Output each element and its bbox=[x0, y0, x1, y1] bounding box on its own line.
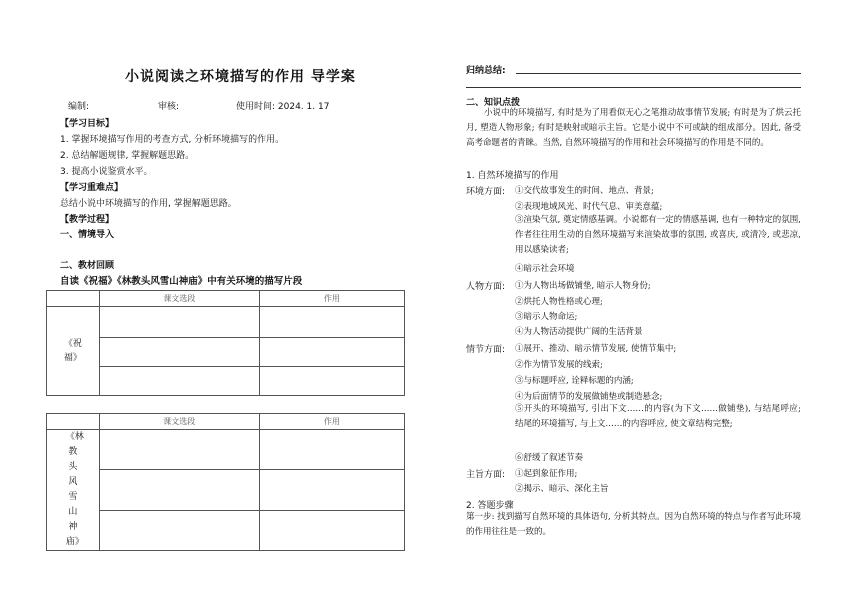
date-label: 使用时间: 2024. 1. 17 bbox=[236, 102, 330, 112]
function-cell[interactable] bbox=[259, 430, 404, 470]
goal-item: 3. 提高小说鉴赏水平。 bbox=[60, 167, 153, 177]
env-item: ①交代故事发生的时间、地点、背景; bbox=[515, 186, 654, 196]
excerpt-cell[interactable] bbox=[99, 430, 259, 470]
char-item: ②烘托人物性格或心理; bbox=[515, 297, 603, 307]
char-item: ①为人物出场做铺垫, 暗示人物身份; bbox=[515, 281, 651, 291]
function-cell[interactable] bbox=[259, 510, 404, 550]
table-header-excerpt: 课文选段 bbox=[99, 414, 259, 430]
reading-task: 自读《祝福》《林教头风雪山神庙》中有关环境的描写片段 bbox=[60, 276, 303, 287]
goals-heading: 【学习目标】 bbox=[60, 119, 115, 129]
plot-label: 情节方面: bbox=[466, 345, 506, 355]
summary-line[interactable] bbox=[516, 73, 801, 74]
section-review-heading: 二、教材回顾 bbox=[60, 261, 115, 271]
env-label: 环境方面: bbox=[466, 187, 506, 197]
char-label: 人物方面: bbox=[466, 282, 506, 292]
env-item: ④暗示社会环境 bbox=[515, 264, 575, 274]
reviewer-label: 审核: bbox=[158, 102, 180, 112]
focus-heading: 【学习重难点】 bbox=[60, 183, 124, 193]
char-item: ④为人物活动提供广阔的生活背景 bbox=[515, 327, 643, 337]
table-zhufu bbox=[46, 290, 405, 396]
env-item: ③渲染气氛, 奠定情感基调。小说都有一定的情感基调, 也有一种特定的氛围, 作者往往用生动的自然环境描写来渲染故事的氛围, 或喜庆, 或清冷, 或悲凉, 用以感染读者; bbox=[515, 215, 801, 255]
plot-item: ⑤开头的环境描写, 引出下文……的内容(为下文……做铺垫), 与结尾呼应; 结尾的环境描写, 与上文……的内容呼应, 使文章结构完整; bbox=[515, 404, 801, 429]
row-label-zhufu: 《祝福》 bbox=[63, 339, 82, 363]
env-item: ②表现地域风光、时代气息、审美意蕴; bbox=[515, 202, 663, 212]
excerpt-cell[interactable] bbox=[99, 307, 259, 338]
focus-text: 总结小说中环境描写的作用, 掌握解题思路。 bbox=[60, 199, 237, 209]
page-title: 小说阅读之环境描写的作用 导学案 bbox=[125, 69, 356, 85]
author-label: 编制: bbox=[68, 102, 90, 112]
function-cell[interactable] bbox=[259, 307, 404, 338]
excerpt-cell[interactable] bbox=[99, 510, 259, 550]
char-item: ③暗示人物命运; bbox=[515, 312, 578, 322]
goal-item: 1. 掌握环境描写作用的考查方式, 分析环境描写的作用。 bbox=[60, 135, 285, 145]
process-heading: 【教学过程】 bbox=[60, 215, 115, 225]
table-header-excerpt: 课文选段 bbox=[99, 291, 259, 307]
subheading-natural-env: 1. 自然环境描写的作用 bbox=[466, 171, 559, 181]
knowledge-heading: 二、知识点拨 bbox=[466, 98, 521, 108]
excerpt-cell[interactable] bbox=[99, 367, 259, 396]
row-label-lin-jiaotou: 《林教头风雪山神庙》 bbox=[65, 432, 84, 547]
step-one: 第一步: 找到描写自然环境的具体语句, 分析其特点。因为自然环境的特点与作者写此环境的作用往往是一致的。 bbox=[466, 512, 801, 537]
function-cell[interactable] bbox=[259, 367, 404, 396]
function-cell[interactable] bbox=[259, 470, 404, 510]
theme-label: 主旨方面: bbox=[466, 470, 506, 480]
goal-item: 2. 总结解题规律, 掌握解题思路。 bbox=[60, 151, 195, 161]
plot-item: ③与标题呼应, 诠释标题的内涵; bbox=[515, 376, 634, 386]
plot-item: ②作为情节发展的线索; bbox=[515, 360, 603, 370]
table-header-function: 作用 bbox=[259, 291, 404, 307]
plot-item: ⑥舒缓了叙述节奏 bbox=[515, 453, 584, 463]
excerpt-cell[interactable] bbox=[99, 338, 259, 367]
table-row-label bbox=[47, 430, 100, 551]
subheading-answer-steps: 2. 答题步骤 bbox=[466, 501, 514, 511]
plot-item: ①展开、推动、暗示情节发展, 使情节集中; bbox=[515, 344, 677, 354]
theme-item: ①起到象征作用; bbox=[515, 469, 578, 479]
section-intro-heading: 一、情境导入 bbox=[60, 230, 115, 240]
plot-item: ④为后面情节的发展做铺垫或制造悬念; bbox=[515, 392, 663, 402]
table-header-function: 作用 bbox=[259, 414, 404, 430]
theme-item: ②揭示、暗示、深化主旨 bbox=[515, 484, 609, 494]
function-cell[interactable] bbox=[259, 338, 404, 367]
excerpt-cell[interactable] bbox=[99, 470, 259, 510]
intro-paragraph: 小说中的环境描写, 有时是为了用看似无心之笔推动故事情节发展; 有时是为了烘云托月, 塑造人物形象; 有时是映射或暗示主旨。它是小说中不可或缺的组成部分。因此, 备受高考命题者的青睐。当然, 自然环境描写的作用和社会环境描写的作用是不同的。 bbox=[466, 108, 801, 148]
summary-label: 归纳总结: bbox=[466, 66, 506, 76]
table-row-label bbox=[47, 307, 100, 396]
table-lin-jiaotou bbox=[46, 413, 405, 551]
summary-line[interactable] bbox=[466, 87, 801, 88]
